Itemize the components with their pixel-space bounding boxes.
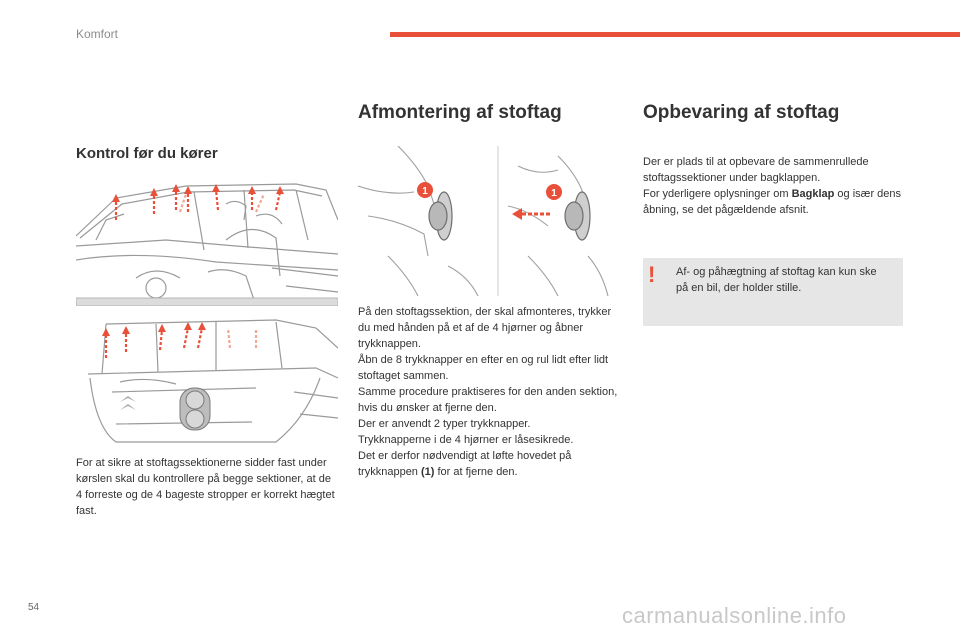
removal-step-2: Åbn de 8 trykknapper en efter en og rul lidt efter lidt stoftaget sammen. [358,354,609,382]
watermark: carmanualsonline.info [622,603,847,628]
warning-icon: ! [648,262,656,287]
storage-para-2-text: For yderligere oplysninger om [643,188,792,200]
car-front-illustration [76,180,338,306]
button-reference: (1) [420,466,435,478]
car-rear-illustration [76,318,338,446]
snap-button-illustration [358,146,620,296]
heading-remove-soft-top: Afmontering af stoftag [358,102,562,123]
removal-step-4: Der er anvendt 2 typer trykknapper. [358,418,531,430]
callout-1-left-label: 1 [422,186,428,197]
removal-instructions [358,304,620,480]
section-label: Komfort [76,27,119,41]
removal-step-1: På den stoftagssektion, der skal afmonteres, trykker du med hånden på et af de 4 hjørner og åbner trykknappen. [358,306,612,350]
car-rear-drawing [76,318,338,446]
removal-step-5: Trykknapperne i de 4 hjørner er låsesikrede. [358,434,574,446]
storage-para-2 [643,186,905,218]
check-instructions: For at sikre at stoftagssektionerne sidder fast under kørslen skal du kontrollere på begge sektioner, at de 4 forreste og de 4 bageste stropper er korrekt hægtet fast. [76,457,335,517]
storage-para-2-end: og især dens åbning, se det pågældende afsnit. [643,188,902,216]
removal-step-6 [358,448,620,480]
page-number: 54 [28,602,40,613]
storage-instructions [643,154,905,218]
snap-button-drawing [358,146,620,296]
accent-bar [390,32,960,37]
tailgate-reference: Bagklap [791,188,835,200]
removal-step-6-end: for at fjerne den. [434,466,518,478]
car-front-drawing [76,180,338,306]
removal-step-3: Samme procedure praktiseres for den anden sektion, hvis du ønsker at fjerne den. [358,386,618,414]
removal-step-6-text: Det er derfor nødvendigt at løfte hovedet på trykknappen [358,450,572,478]
heading-store-soft-top: Opbevaring af stoftag [643,102,840,123]
callout-1-right-label: 1 [551,188,557,199]
storage-para-1: Der er plads til at opbevare de sammenrullede stoftagssektioner under bagklappen. [643,156,869,184]
heading-check-before-driving: Kontrol før du kører [76,145,218,162]
warning-text: Af- og påhægtning af stoftag kan kun ske på en bil, der holder stille. [676,266,877,294]
